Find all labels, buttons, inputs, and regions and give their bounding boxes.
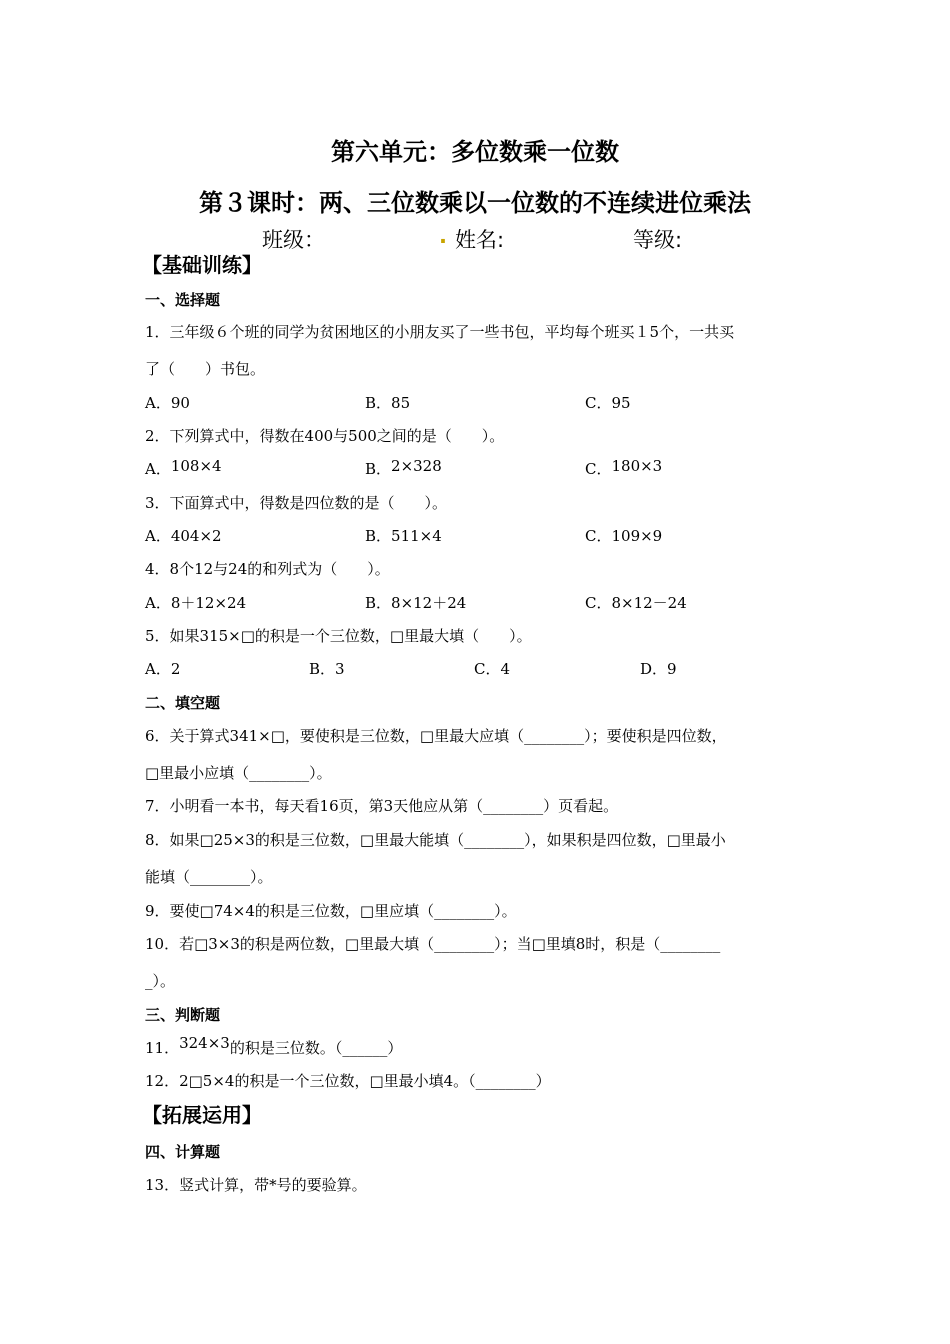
block-heading-extend: 【拓展运用】 [142,1103,262,1127]
question-11-number: 11． [145,1039,180,1057]
question-11 [145,1034,403,1058]
q3-option-b: B．511×4 [365,527,442,545]
question-3: 3．下面算式中，得数是四位数的是（ ）。 [145,494,448,512]
q1-option-a: A．90 [145,394,190,412]
name-label: 姓名: [455,228,505,252]
q3-option-c: C．109×9 [585,527,663,545]
question-9: 9．要使□74×4的积是三位数，□里应填（________）。 [145,902,517,920]
q5-option-d: D．9 [640,660,677,678]
question-5: 5．如果315×□的积是一个三位数，□里最大填（ ）。 [145,627,532,645]
q5-option-b: B．3 [309,660,345,678]
question-1-line1: 1．三年级６个班的同学为贫困地区的小朋友买了一些书包，平均每个班买１5个，一共买 [145,323,735,341]
question-4: 4．8个12与24的和列式为（ ）。 [145,560,390,578]
q4-option-a: A．8＋12×24 [145,594,247,612]
q2-option-b [365,458,442,479]
lesson-title: 第３课时：两、三位数乘以一位数的不连续进位乘法 [199,189,751,217]
q2-option-c-label: C． [585,460,612,478]
question-11-text: 的积是三位数。（______） [229,1039,403,1057]
q2-option-a-label: A． [145,460,171,478]
q5-option-c: C．4 [474,660,511,678]
q2-option-a [145,458,222,479]
question-8-line2: 能填（________）。 [145,868,273,886]
section-heading-calc: 四、计算题 [145,1143,221,1161]
q2-option-c-expr: 180×3 [611,457,663,475]
question-6-line1: 6．关于算式341×□，要使积是三位数，□里最大应填（________）；要使积是四位数， [145,727,727,745]
question-8-line1: 8．如果□25×3的积是三位数，□里最大能填（________），如果积是四位数，□里最小 [145,831,726,849]
section-heading-choice: 一、选择题 [145,291,221,309]
q2-option-b-expr: 2×328 [391,457,442,475]
question-7: 7．小明看一本书，每天看16页，第3天他应从第（________）页看起。 [145,797,619,815]
q3-option-a: A．404×2 [145,527,222,545]
q2-option-a-expr: 108×4 [170,457,222,475]
q2-option-c [585,458,662,479]
separator-dot: . [439,224,447,248]
question-10-line2: _）。 [145,972,176,990]
question-2: 2．下列算式中，得数在400与500之间的是（ ）。 [145,427,505,445]
section-heading-judge: 三、判断题 [145,1006,221,1024]
block-heading-basic: 【基础训练】 [142,253,262,277]
q2-option-b-label: B． [365,460,392,478]
q1-option-b: B．85 [365,394,411,412]
question-6-line2: □里最小应填（________）。 [145,764,332,782]
page-title: 第六单元：多位数乘一位数 [331,138,619,166]
q4-option-b: B．8×12＋24 [365,594,467,612]
question-13: 13．竖式计算，带*号的要验算。 [145,1176,367,1194]
section-heading-fill: 二、填空题 [145,694,221,712]
question-1-line2: 了（ ）书包。 [145,360,266,378]
question-12: 12．2□5×4的积是一个三位数，□里最小填4。（________） [145,1072,551,1090]
q5-option-a: A．2 [145,660,181,678]
q4-option-c: C．8×12－24 [585,594,687,612]
grade-label: 等级: [633,228,683,252]
class-label: 班级： [262,228,325,252]
question-11-expr: 324×3 [179,1034,230,1052]
q1-option-c: C．95 [585,394,631,412]
question-10-line1: 10．若□3×3的积是两位数，□里最大填（________）；当□里填8时，积是（________ [145,935,721,953]
